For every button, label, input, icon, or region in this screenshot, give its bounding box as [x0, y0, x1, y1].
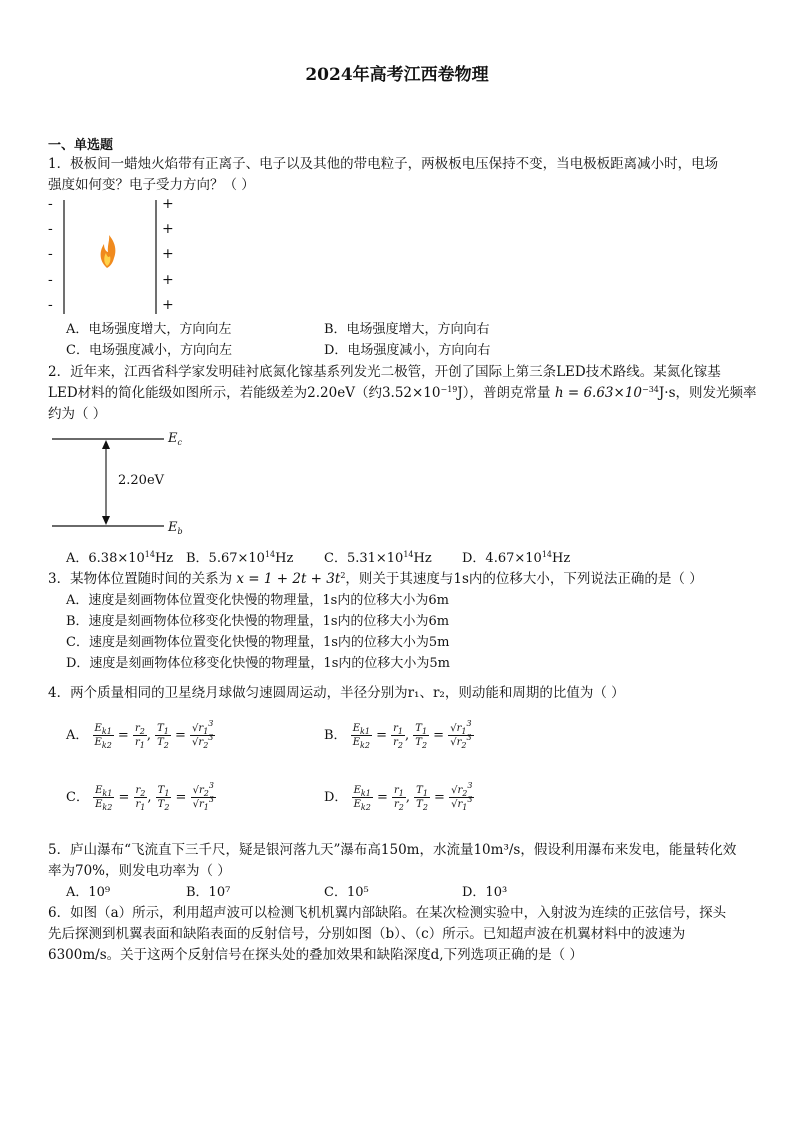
- q4-option-c[interactable]: C． $\frac{E_{k1}}{E_{k2}}$ = $\frac{r_2}{r_1}$ , $\frac{T_1}{T_2}$ = $\frac{√r_2^3}{√r_1^3}$: [66, 781, 214, 812]
- q1-stem-line1: 1．极板间一蜡烛火焰带有正离子、电子以及其他的带电粒子，两极板电压保持不变，当电极板距离减小时，电场: [48, 156, 719, 172]
- option-label: D．: [324, 790, 348, 805]
- q1-option-c[interactable]: C．电场强度减小，方向向左: [66, 343, 232, 358]
- q5-option-d[interactable]: D．10³: [462, 885, 508, 900]
- q6-stem-line1: 6．如图（a）所示，利用超声波可以检测飞机机翼内部缺陷。在某次检测实验中，入射波为连续的正弦信号，探头: [48, 905, 727, 921]
- q3-stem: 3．某物体位置随时间的关系为 $x = 1 + 2t + 3t^2$，则关于其速度与1s内的位移大小，下列说法正确的是（ ）: [48, 571, 703, 587]
- plus-sign: +: [162, 297, 174, 313]
- q4-option-d[interactable]: D． $\frac{E_{k1}}{E_{k2}}$ = $\frac{r_1}{r_2}$ , $\frac{T_1}{T_2}$ = $\frac{√r_2^3}{√r_1^3}$: [324, 781, 473, 812]
- q6-stem-line2: 先后探测到机翼表面和缺陷表面的反射信号，分别如图（b）、（c）所示。已知超声波在机翼材料中的波速为: [48, 926, 686, 942]
- level-ec-label: $E_c$: [168, 431, 182, 447]
- q5-option-a[interactable]: A．10⁹: [66, 885, 111, 900]
- q3-option-d[interactable]: D．速度是刻画物体位移变化快慢的物理量，1s内的位移大小为5m: [66, 656, 450, 671]
- q2-option-d[interactable]: D．$4.67\times 10^{14}Hz$: [462, 550, 571, 566]
- q5-stem-line2: 率为70%，则发电功率为（ ）: [48, 863, 231, 879]
- option-label: C．: [66, 790, 89, 805]
- q2-option-b[interactable]: B．$5.67\times 10^{14}Hz$: [186, 550, 294, 566]
- level-eb-label: $E_b$: [168, 520, 183, 536]
- q5-option-c[interactable]: C．10⁵: [324, 885, 369, 900]
- q4-stem: 4．两个质量相同的卫星绕月球做匀速圆周运动，半径分别为r₁、r₂，则动能和周期的比值为（ ）: [48, 685, 625, 701]
- q2-stem-line1: 2．近年来，江西省科学家发明硅衬底氮化镓基系列发光二极管，开创了国际上第三条LED技术路线。某氮化镓基: [48, 364, 721, 380]
- q2-option-c[interactable]: C．$5.31\times 10^{14}Hz$: [324, 550, 432, 566]
- q1-option-a[interactable]: A．电场强度增大，方向向左: [66, 322, 232, 337]
- minus-sign: -: [48, 221, 53, 237]
- minus-sign: -: [48, 196, 53, 212]
- energy-gap-label: 2.20eV: [118, 473, 165, 488]
- plus-sign: +: [162, 272, 174, 288]
- plus-sign: +: [162, 196, 174, 212]
- q1-stem-line2: 强度如何变？电子受力方向？（ ）: [48, 177, 255, 193]
- q6-stem-line3: 6300m/s。关于这两个反射信号在探头处的叠加效果和缺陷深度d,下列选项正确的是（ ）: [48, 947, 583, 963]
- q4-option-b[interactable]: B． $\frac{E_{k1}}{E_{k2}}$ = $\frac{r_1}{r_2}$ , $\frac{T_1}{T_2}$ = $\frac{√r_1^3}{√r_2^3}$: [324, 719, 472, 750]
- section-heading: 一、单选题: [48, 138, 114, 153]
- minus-sign: -: [48, 246, 53, 262]
- page-title: 2024年高考江西卷物理: [305, 65, 489, 85]
- q2-stem-line3: 约为（ ）: [48, 406, 107, 422]
- minus-sign: -: [48, 272, 53, 288]
- plus-sign: +: [162, 246, 174, 262]
- q3-option-c[interactable]: C．速度是刻画物体位置变化快慢的物理量，1s内的位移大小为5m: [66, 635, 450, 650]
- plus-sign: +: [162, 221, 174, 237]
- option-label: B．: [324, 728, 347, 743]
- q5-stem-line1: 5．庐山瀑布“飞流直下三千尺，疑是银河落九天”瀑布高150m，水流量10m³/s，假设利用瀑布来发电，能量转化效: [48, 842, 737, 858]
- q4-option-a[interactable]: A． $\frac{E_{k1}}{E_{k2}}$ = $\frac{r_2}{r_1}$ , $\frac{T_1}{T_2}$ = $\frac{√r_1^3}{√r_2^3}$: [66, 719, 214, 750]
- q5-option-b[interactable]: B．10⁷: [186, 885, 231, 900]
- option-label: A．: [66, 728, 89, 743]
- q1-option-b[interactable]: B．电场强度增大，方向向右: [324, 322, 490, 337]
- minus-sign: -: [48, 297, 53, 313]
- q2-option-a[interactable]: A．$6.38\times 10^{14}Hz$: [66, 550, 174, 566]
- q3-option-b[interactable]: B．速度是刻画物体位移变化快慢的物理量，1s内的位移大小为6m: [66, 614, 450, 629]
- q3-option-a[interactable]: A．速度是刻画物体位置变化快慢的物理量，1s内的位移大小为6m: [66, 593, 449, 608]
- q2-stem-line2: LED材料的简化能级如图所示，若能级差为2.20eV（约$3.52\times 10^{-19}J$），普朗克常量 $h = 6.63\times 10^{-34}J\cdot s$，则发光频率: [48, 385, 757, 401]
- q1-option-d[interactable]: D．电场强度减小，方向向右: [324, 343, 491, 358]
